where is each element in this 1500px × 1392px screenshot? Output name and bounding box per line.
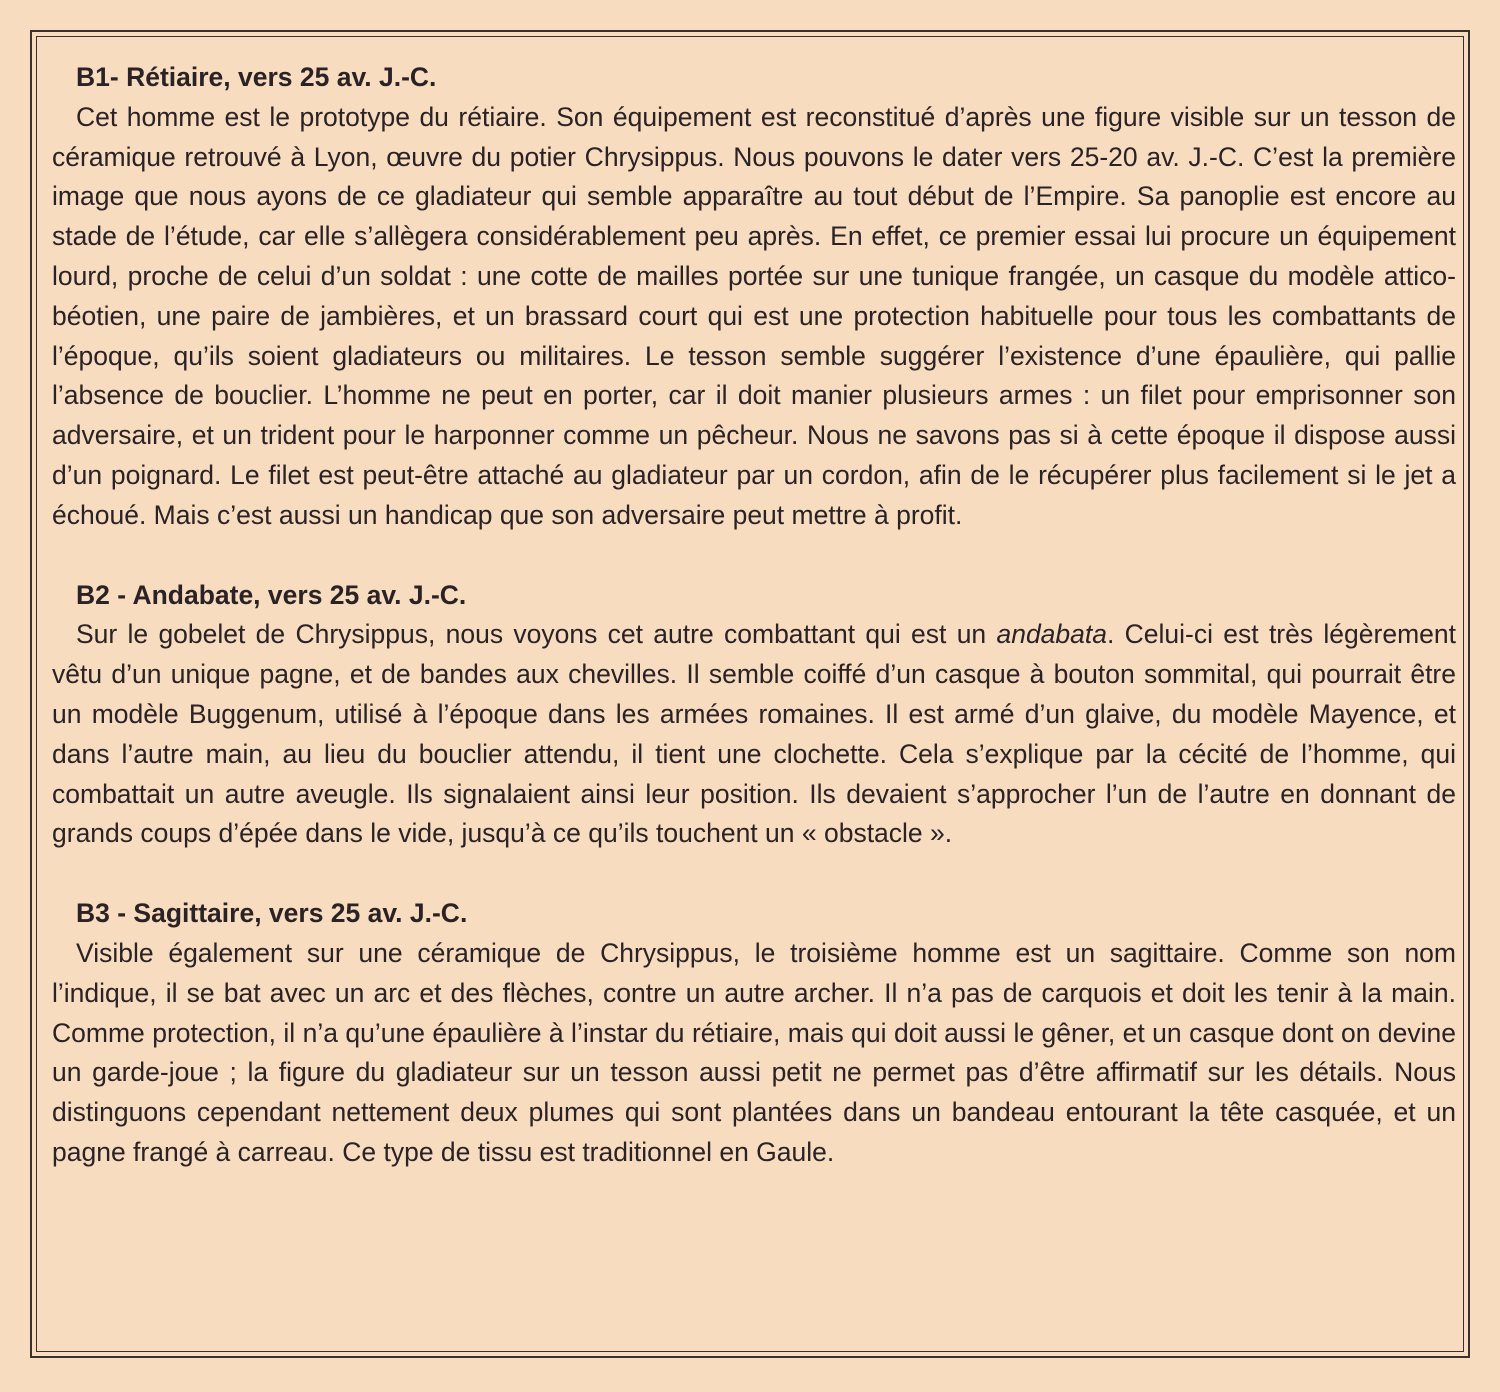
italic-term: andabata: [996, 619, 1107, 650]
section-b2: [52, 576, 1456, 855]
section-b3: [52, 894, 1456, 1173]
section-b1: [52, 58, 1456, 536]
body-text: Sur le gobelet de Chrysippus, nous voyons cet autre combattant qui est un: [76, 619, 997, 650]
section-body: Visible également sur une céramique de Chrysippus, le troisième homme est un sagittaire. Comme son nom l’indique, il se bat avec un arc et des flèches, contre un autre archer. Il n’a pas de carquois et doit les tenir à la main. Comme protection, il n’a qu’une épaulière à l’instar du rétiaire, mais qui doit aussi le gêner, et un casque dont on devine un garde-joue ; la figure du gladiateur sur un tesson aussi petit ne permet pas d’être affirmatif sur les détails. Nous distinguons cependant nettement deux plumes qui sont plantées dans un bandeau entourant la tête casquée, et un pagne frangé à carreau. Ce type de tissu est traditionnel en Gaule.: [52, 937, 1456, 1167]
section-heading: B2 - Andabate, vers 25 av. J.-C.: [76, 579, 467, 610]
body-text: . Celui-ci est très légèrement vêtu d’un unique pagne, et de bandes aux chevilles. Il semble coiffé d’un casque à bouton sommital, qui pourrait être un modèle Buggenum, utilisé à l’époque dans les armées romaines. Il est armé d’un glaive, du modèle Mayence, et dans l’autre main, au lieu du bouclier attendu, il tient une clochette. Cela s’explique par la cécité de l’homme, qui combattait un autre aveugle. Ils signalaient ainsi leur position. Ils devaient s’approcher l’un de l’autre en donnant de grands coups d’épée dans le vide, jusqu’à ce qu’ils touchent un « obstacle ».: [52, 619, 1456, 849]
section-heading: B1- Rétiaire, vers 25 av. J.-C.: [76, 62, 437, 92]
section-body: [52, 615, 1456, 854]
section-heading: B3 - Sagittaire, vers 25 av. J.-C.: [76, 898, 468, 929]
section-body: Cet homme est le prototype du rétiaire. Son équipement est reconstitué d’après une figure visible sur un tesson de céramique retrouvé à Lyon, œuvre du potier Chrysippus. Nous pouvons le dater vers 25-20 av. J.-C. C’est la première image que nous ayons de ce gladiateur qui semble apparaître au tout début de l’Empire. Sa panoplie est encore au stade de l’étude, car elle s’allègera considérablement peu après. En effet, ce premier essai lui procure un équipement lourd, proche de celui d’un soldat : une cotte de mailles portée sur une tunique frangée, un casque du modèle attico-béotien, une paire de jambières, et un brassard court qui est une protection habituelle pour tous les combattants de l’époque, qu’ils soient gladiateurs ou militaires. Le tesson semble suggérer l’existence d’une épaulière, qui pallie l’absence de bouclier. L’homme ne peut en porter, car il doit manier plusieurs armes : un filet pour emprisonner son adversaire, et un trident pour le harponner comme un pêcheur. Nous ne savons pas si à cette époque il dispose aussi d’un poignard. Le filet est peut-être attaché au gladiateur par un cordon, afin de le récupérer plus facilement si le jet a échoué. Mais c’est aussi un handicap que son adversaire peut mettre à profit.: [52, 101, 1456, 530]
text-content: [52, 58, 1456, 1173]
